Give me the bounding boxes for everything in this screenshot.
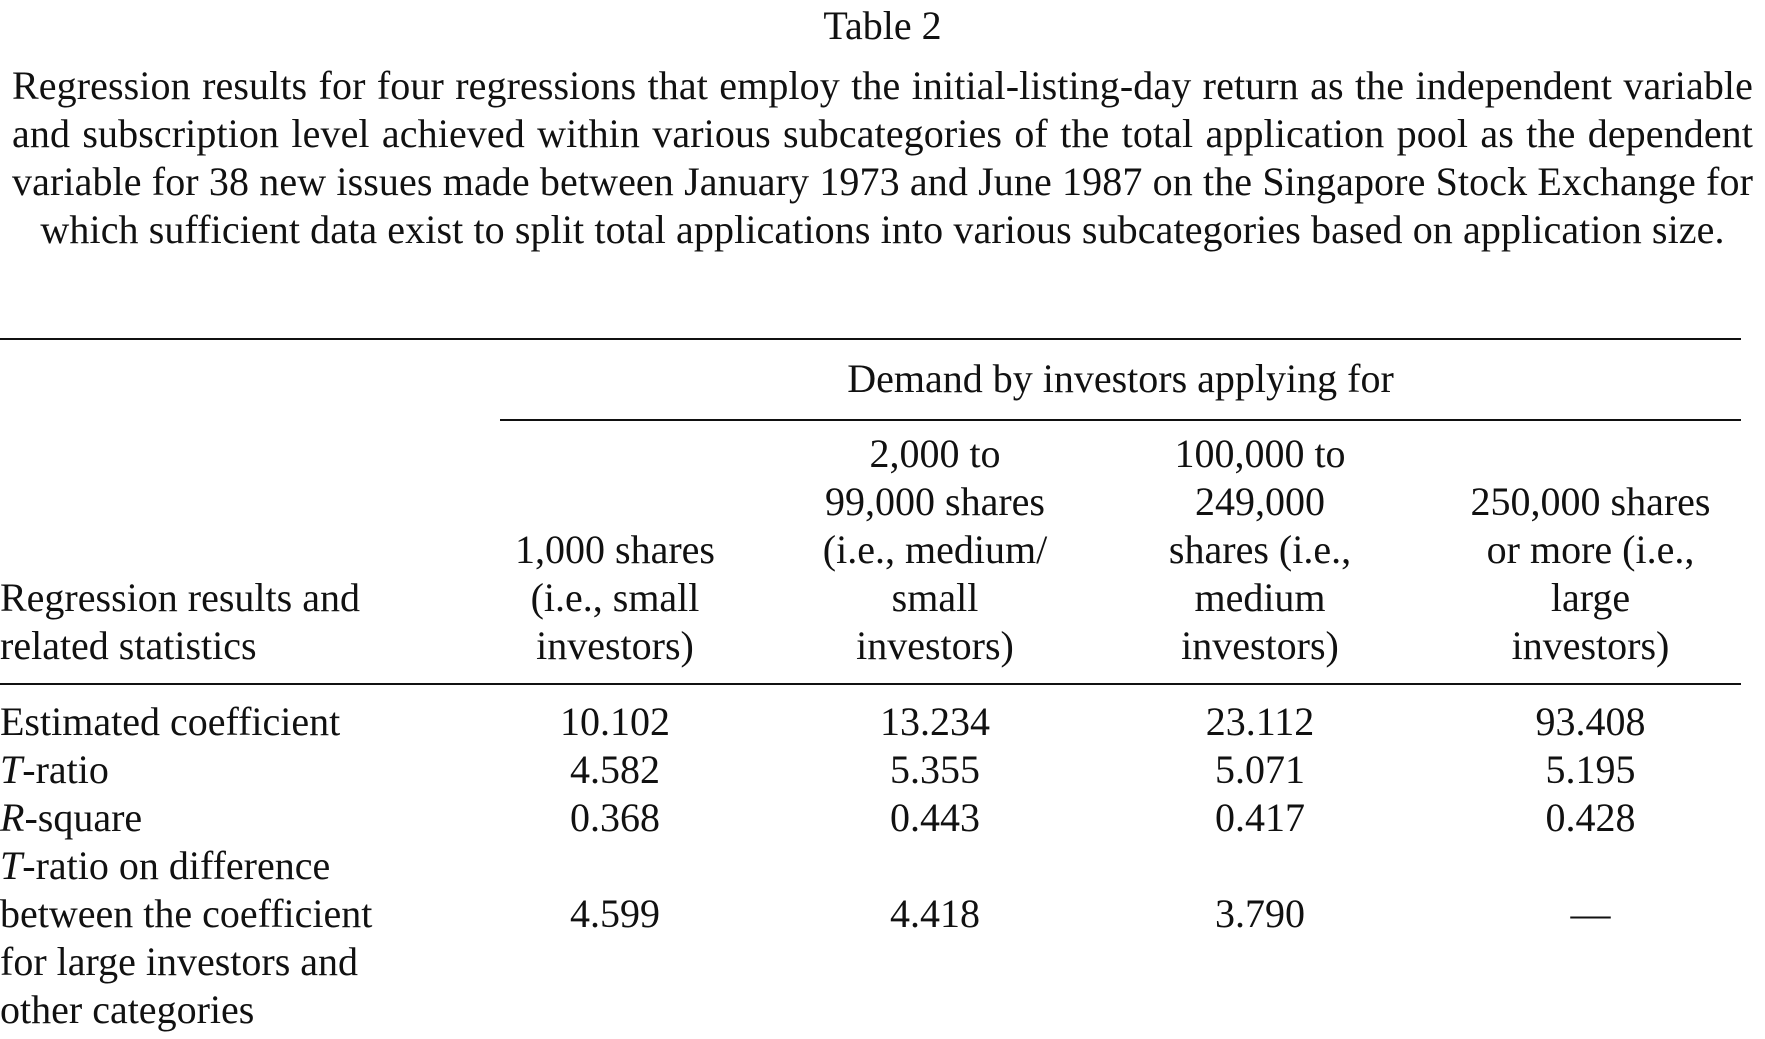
column-spanner-heading: Demand by investors applying for <box>847 356 1394 401</box>
header-line: small <box>891 575 979 620</box>
table-row <box>0 842 1741 1034</box>
row-label <box>0 794 470 842</box>
row-label <box>0 698 470 746</box>
table-body <box>0 698 1741 1034</box>
table-row <box>0 746 1741 794</box>
header-line: investors) <box>536 623 694 668</box>
header-line: 99,000 shares <box>825 479 1045 524</box>
header-line: investors) <box>1511 623 1670 668</box>
header-line: Regression results and <box>0 575 360 620</box>
header-line: medium <box>1194 575 1326 620</box>
row-label-line: other categories <box>0 987 255 1032</box>
row-label-italic: T <box>0 747 23 792</box>
table-cell: 5.071 <box>1215 747 1305 792</box>
column-header-small <box>480 526 750 670</box>
table-cell: 5.355 <box>890 747 980 792</box>
table-cell: 93.408 <box>1535 699 1646 744</box>
table-cell: 4.599 <box>570 891 660 936</box>
table-cell: 10.102 <box>560 699 670 744</box>
table-row <box>0 794 1741 842</box>
header-line: investors) <box>1181 623 1339 668</box>
column-header-medium-small <box>790 430 1080 670</box>
row-label-line <box>0 842 470 890</box>
table-header-row <box>0 430 1741 670</box>
table-cell: 0.368 <box>570 795 660 840</box>
column-header-large <box>1440 478 1741 670</box>
row-label-line: between the coefficient <box>0 891 373 936</box>
table-row <box>0 698 1741 746</box>
header-line: 100,000 to <box>1174 431 1346 476</box>
header-line: (i.e., medium/ <box>822 527 1048 572</box>
stub-header <box>0 574 470 670</box>
header-line: or more (i.e., <box>1486 527 1695 572</box>
header-rule <box>0 683 1741 685</box>
header-line: 2,000 to <box>869 431 1001 476</box>
table-cell: — <box>1570 891 1611 936</box>
table-cell: 4.582 <box>570 747 660 792</box>
table-cell: 23.112 <box>1205 699 1315 744</box>
row-label-line: for large investors and <box>0 939 359 984</box>
row-label-italic: R <box>0 795 25 840</box>
table-cell: 0.443 <box>890 795 980 840</box>
table-cell: 0.428 <box>1545 795 1636 840</box>
table-cell: 3.790 <box>1215 891 1305 936</box>
table-page <box>12 0 1753 254</box>
column-header-medium <box>1110 430 1410 670</box>
row-label-text: -ratio on difference <box>22 843 331 888</box>
spanner-rule <box>500 419 1741 421</box>
row-label <box>0 746 470 794</box>
header-line: 250,000 shares <box>1470 479 1711 524</box>
table-title: Table 2 <box>823 3 942 48</box>
table-cell: 0.417 <box>1215 795 1305 840</box>
top-rule <box>0 338 1741 340</box>
table-cell: 4.418 <box>890 891 980 936</box>
row-label <box>0 842 470 1034</box>
header-line: 1,000 shares <box>515 527 715 572</box>
row-label-italic: T <box>0 843 23 888</box>
table-cell: 13.234 <box>880 699 990 744</box>
header-line: (i.e., small <box>530 575 700 620</box>
header-line: 249,000 <box>1195 479 1325 524</box>
header-line: large <box>1550 575 1631 620</box>
table-cell: 5.195 <box>1545 747 1636 792</box>
table-caption: Regression results for four regressions that employ the initial-listing-day return as the independent variable and subscription level achieved within various subcategories of the total application pool as the dependent variable for 38 new issues made between January 1973 and June 1987 on the Singapore Stock Exchange for which sufficient data exist to split total applications into various subcategories based on application size. <box>12 63 1753 252</box>
row-label-text: -square <box>24 795 143 840</box>
header-line: related statistics <box>0 623 257 668</box>
header-line: investors) <box>856 623 1014 668</box>
row-label-text: -ratio <box>22 747 109 792</box>
header-line: shares (i.e., <box>1168 527 1352 572</box>
row-label-text: Estimated coefficient <box>0 699 341 744</box>
